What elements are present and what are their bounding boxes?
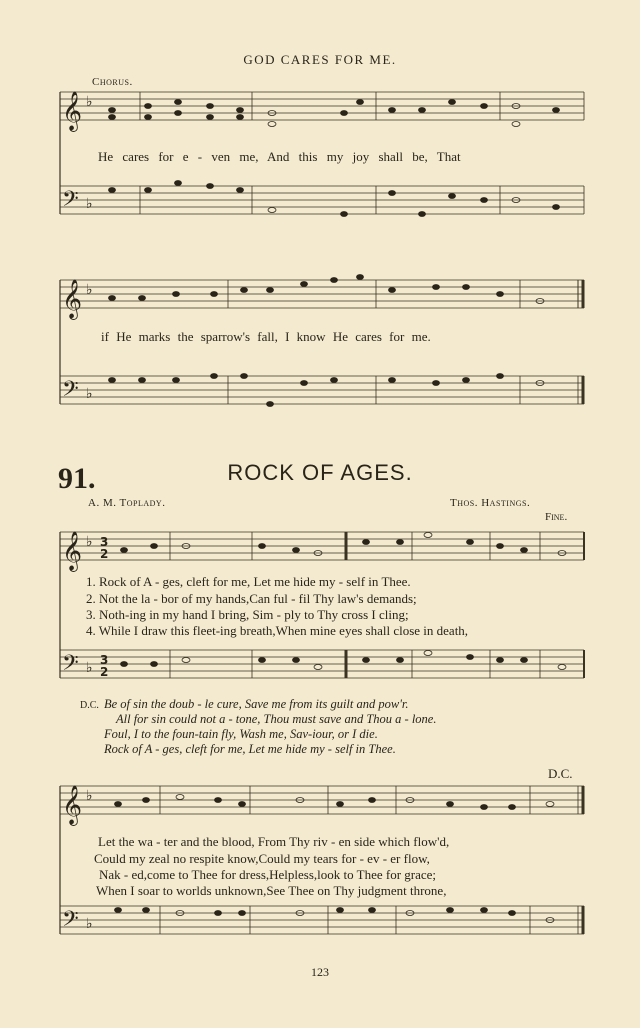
svg-text:♭: ♭	[86, 916, 93, 932]
svg-text:𝄢: 𝄢	[62, 377, 79, 407]
verse-line: 1. Rock of A - ges, cleft for me, Let me hide my - self in Thee.	[86, 574, 411, 589]
svg-text:2: 2	[100, 547, 109, 561]
svg-text:𝄞: 𝄞	[62, 785, 83, 825]
verse-line: 3. Noth-ing in my hand I bring, Sim - ply to Thy cross I cling;	[86, 607, 409, 622]
hymn-title: ROCK OF AGES.	[227, 460, 413, 485]
svg-text:𝄞: 𝄞	[62, 91, 83, 131]
svg-text:3: 3	[100, 535, 109, 549]
svg-text:𝄢: 𝄢	[62, 907, 79, 937]
lyric-line-1: He cares for e - ven me, And this my joy shall be, That	[98, 149, 461, 164]
dc-marking: D.C.	[548, 766, 573, 781]
svg-text:♭: ♭	[86, 386, 93, 402]
svg-text:♭: ♭	[86, 534, 93, 550]
song-title: GOD CARES FOR ME.	[243, 52, 397, 67]
svg-text:♭: ♭	[86, 788, 93, 804]
verse-line: Nak - ed,come to Thee for dress,Helpless,look to Thee for grace;	[99, 867, 437, 882]
lyric-line-2: if He marks the sparrow's fall, I know He cares for me.	[101, 329, 431, 344]
svg-text:♭: ♭	[86, 196, 93, 212]
dc-verse-line: Rock of A - ges, cleft for me, Let me hide my - self in Thee.	[104, 742, 396, 756]
hymn-composer: Thos. Hastings.	[450, 497, 531, 509]
svg-text:𝄞: 𝄞	[62, 279, 83, 319]
verse-line: Let the wa - ter and the blood, From Thy riv - en side which flow'd,	[98, 834, 450, 849]
verse-line: 4. While I draw this fleet-ing breath,When mine eyes shall close in death,	[86, 623, 469, 638]
chorus-label: Chorus.	[92, 76, 133, 88]
svg-text:3: 3	[100, 653, 109, 667]
svg-text:♭: ♭	[86, 282, 93, 298]
svg-text:𝄞: 𝄞	[62, 531, 83, 571]
staff-system-1-treble	[60, 92, 584, 120]
verse-line: Could my zeal no respite know,Could my tears for - ev - er flow,	[94, 851, 430, 866]
hymn-number: 91.	[58, 462, 96, 495]
verse-line: When I soar to worlds unknown,See Thee on Thy judgment throne,	[96, 883, 447, 898]
page-number: 123	[311, 965, 329, 979]
dc-verse-line: Be of sin the doub - le cure, Save me from its guilt and pow'r.	[104, 697, 409, 711]
svg-text:2: 2	[100, 665, 109, 679]
dc-verse-line: All for sin could not a - tone, Thou must save and Thou a - lone.	[116, 712, 437, 726]
svg-text:♭: ♭	[86, 94, 93, 110]
dc-label: D.C.	[80, 700, 99, 711]
hymn-author: A. M. Toplady.	[88, 497, 166, 509]
svg-text:♭: ♭	[86, 660, 93, 676]
fine-marking: Fine.	[545, 511, 568, 523]
dc-verse-line: Foul, I to the foun-tain fly, Wash me, Sav-iour, or I die.	[104, 727, 378, 741]
verse-line: 2. Not the la - bor of my hands,Can ful - fil Thy law's demands;	[86, 591, 417, 606]
svg-text:𝄢: 𝄢	[62, 187, 79, 217]
svg-text:𝄢: 𝄢	[62, 651, 79, 681]
